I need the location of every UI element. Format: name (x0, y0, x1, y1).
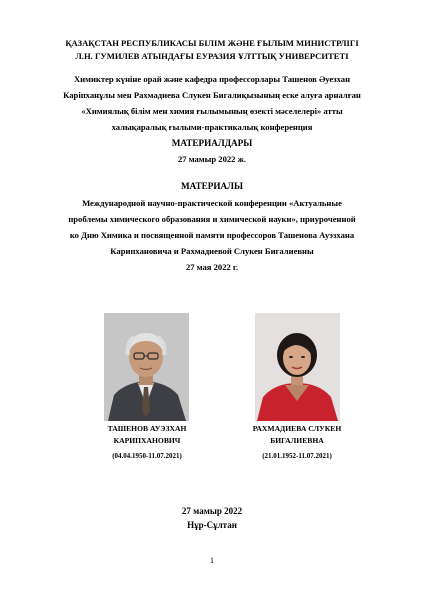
person-1-dates: (04.04.1950-11.07.2021) (112, 452, 182, 460)
person-2-name-line-2: БИГАЛИЕВНА (270, 436, 324, 445)
person-1-name-line-2: КАРИПХАНОВИЧ (113, 436, 181, 445)
person-2-dates: (21.01.1952-11.07.2021) (262, 452, 332, 460)
russian-text-line-3: ко Дню Химика и посвященной памяти профессоров Ташенова Ауэзхана (69, 230, 355, 240)
ministry-title: ҚАЗАҚСТАН РЕСПУБЛИКАСЫ БІЛІМ ЖӘНЕ ҒЫЛЫМ МИНИСТРЛІГІ (65, 38, 359, 48)
kazakh-text-line-4: халықаралық ғылыми-практикалық конференция (111, 122, 313, 132)
kazakh-text-line-1: Химиктер күніне орай және кафедра профессорлары Ташенов Әуезхан (73, 74, 351, 84)
portrait-woman-image (255, 313, 340, 421)
russian-text-line-2: проблемы химического образования и химической науки», приуроченной (68, 214, 356, 224)
footer-date: 27 мамыр 2022 (181, 506, 243, 516)
russian-text-line-4: Карипхановича и Рахмадиевой Слукен Бигалиевны (110, 246, 314, 256)
portrait-tashenov (104, 313, 189, 421)
page-number: 1 (210, 556, 214, 565)
university-title: Л.Н. ГУМИЛЕВ АТЫНДАҒЫ ЕУРАЗИЯ ҰЛТТЫҚ УНИВЕРСИТЕТІ (75, 51, 349, 61)
kazakh-materials-heading: МАТЕРИАЛДАРЫ (171, 138, 253, 148)
kazakh-text-line-3: «Химиялық білім мен химия ғылымының өзекті мәселелері» атты (81, 106, 343, 116)
russian-text-line-1: Международной научно-практической конференции «Актуальные (82, 198, 342, 208)
portrait-man-image (104, 313, 189, 421)
footer-city: Нұр-Сұлтан (187, 520, 237, 530)
person-2-name-line-1: РАХМАДИЕВА СЛУКЕН (252, 424, 342, 433)
kazakh-date: 27 мамыр 2022 ж. (177, 154, 247, 164)
kazakh-text-line-2: Карiпханұлы мен Рахмадиева Слукен Бигалиқызының еске алуға арналған (63, 90, 361, 100)
russian-date: 27 мая 2022 г. (185, 262, 239, 272)
portrait-rakhmadieva (255, 313, 340, 421)
person-1-name-line-1: ТАШЕНОВ АУЭЗХАН (107, 424, 187, 433)
russian-materials-heading: МАТЕРИАЛЫ (180, 181, 243, 191)
